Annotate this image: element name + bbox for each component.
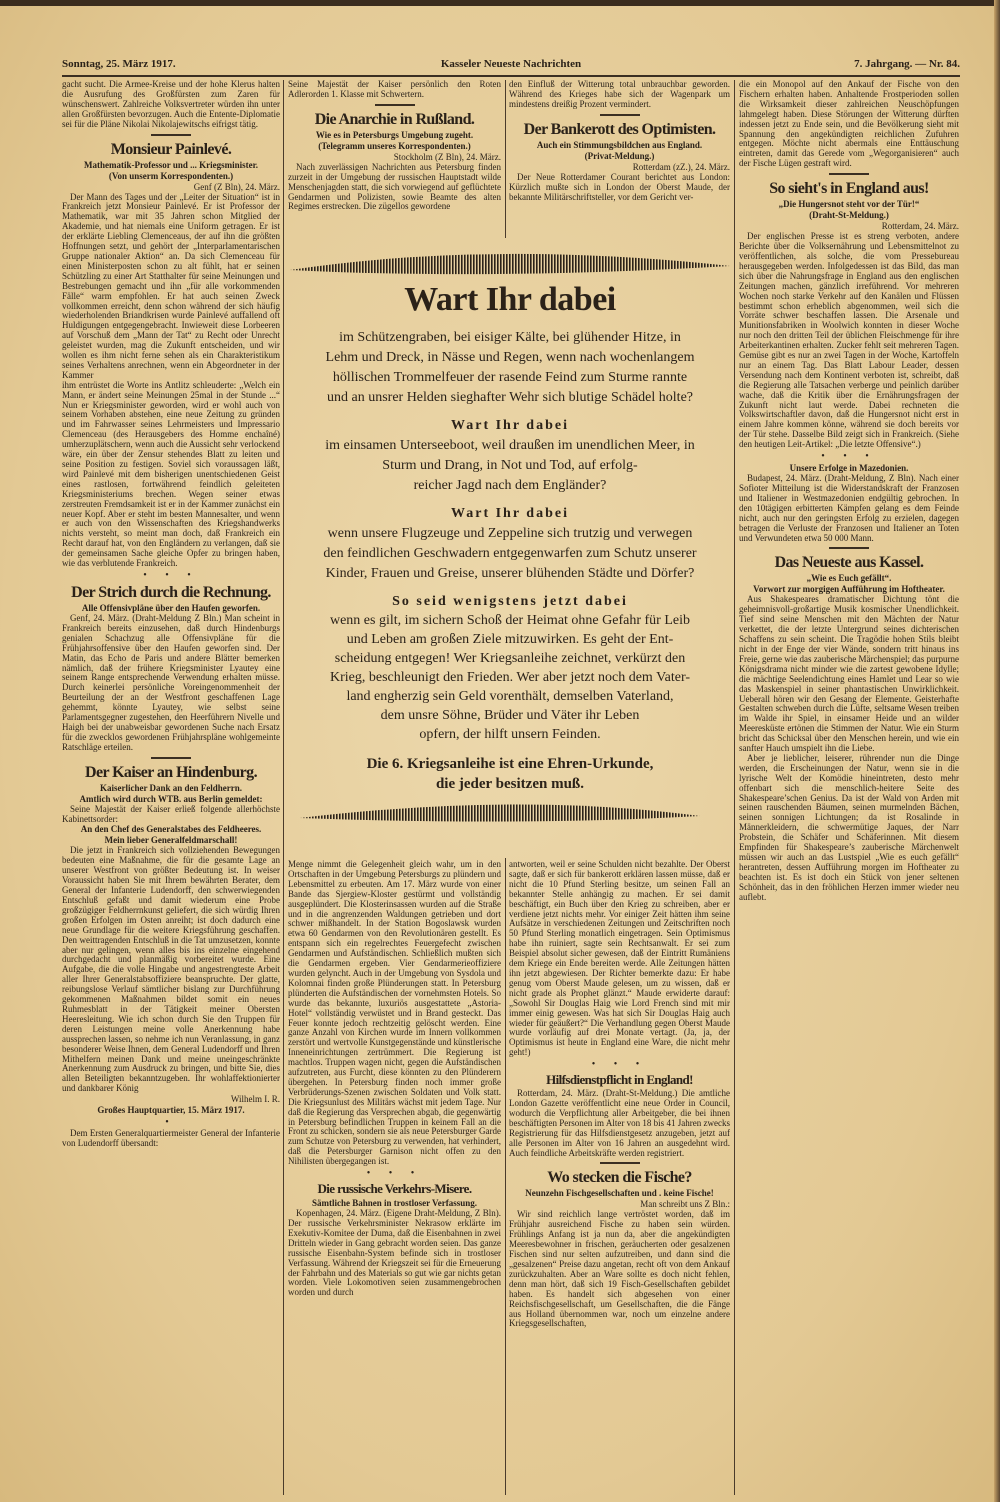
- ad-section-3: [288, 504, 732, 584]
- war-loan-advertisement: [288, 240, 732, 826]
- column-3-top: [509, 80, 730, 202]
- section-dots: • • •: [591, 1059, 648, 1071]
- article-paragraph: Seine Majestät der Kaiser persönlich den Roten Adlerorden 1. Klasse mit Schwertern.: [288, 79, 501, 99]
- masthead: [62, 58, 960, 74]
- article-paragraph: Der Mann des Tages und der „Leiter der Situation“ ist in Frankreich jetzt Monsieur Painlevé. Er ist Professor der Mathematik, war mit 35 Jahren schon Mitglied der Akademie, und hat niemals eine Uniform getragen. Er ist der erklärte Liebling Clemenceaus, der auf ihn die größten Hoffnungen setzt, und gehört der „Interparlamentarischen Gruppe nationaler Aktion“ an. Da sich Clemenceau für einen Ministerposten schon zu alt fühlt, hat er seinen Schützling zu einer Art Statthalter für seine Meinungen und Bestrebungen gemacht und ihn „für alle vorkommenden Fälle“ warm empfohlen. Er hat auch seinen Zweck vollkommen erreicht, denn schon während der sich häufig wiederholenden Briandkrisen wurde Painlevé auffallend oft Huldigungen entgegengebracht. Inwieweit diese Lorbeeren auf Vorschuß dem „Mann der Tat“ zu Recht oder Unrecht geleistet wurden, mag die Zukunft entscheiden, und wir wollen es ihm nicht ferne sehen als ein Charakteristikum seines Verhaltens anrechnen, wenn ein Abgeordneter in der Kammer: [62, 191, 280, 380]
- ad-line: Kinder, Frauen und Greise, unserer blühenden Städte und Dörfer?: [325, 566, 695, 581]
- article-headline: Hilfsdienstpflicht in England!: [546, 1072, 693, 1088]
- ad-line: Lehm und Dreck, in Nässe und Regen, wenn nach wochenlangem: [325, 350, 695, 365]
- newspaper-title: Kasseler Neueste Nachrichten: [440, 58, 582, 70]
- article-subheading: Kaiserlicher Dank an den Feldherrn.: [99, 782, 243, 793]
- article-subheading: Auch ein Stimmungsbildchen aus England.: [536, 139, 703, 150]
- page-top-edge: [0, 0, 1000, 6]
- article-subheading: Amtlich wird durch WTB. aus Berlin gemeldet:: [79, 793, 263, 804]
- column-3-bottom: [509, 860, 730, 1329]
- article-paragraph: den Einfluß der Witterung total unbrauchbar geworden. Während des Krieges habe sich der Wagenpark um mindestens dreißig Prozent vermindert.: [509, 79, 730, 109]
- article-subheading: „Die Hungersnot steht vor der Tür!“: [778, 199, 920, 210]
- article-paragraph: Die jetzt in Frankreich sich vollziehenden Bewegungen bedeuten eine Maßnahme, die für die gesamte Lage an unserer Westfront von größter Bedeutung ist. In weiser Voraussicht haben Sie mit Ihrem bewährten Berater, dem General der Infanterie Ludendorff, den schwerwiegenden Entschluß gefaßt und damit wiederum eine Probe großzügiger Feldherrnkunst geliefert, die sich würdig Ihren großen Erfolgen im Osten anreiht; ist doch dadurch eine neue Grundlage für die weitere Kriegsführung geschaffen. Den weittragenden Entschluß in die Tat umzusetzen, konnte aber nur gelingen, wenn alles bis ins einzelne eingehend durchgedacht und planmäßig vorbereitet wurde. Eine Aufgabe, die die volle Hingabe und angestrengteste Arbeit aller Ihrer Generalstabsoffiziere beanspruchte. Der glatte, reibungslose Verlauf sämtlicher bislang zur Durchführung gekommenen Maßnahmen bildet somit ein neues Ruhmesblatt in der Tätigkeit meiner Obersten Heeresleitung. Wie ich schon durch Sie den Truppen für deren Leistungen meine volle Anerkennung habe aussprechen lassen, so nehme ich nun Veranlassung, in ganz besonderer Weise Ihnen, dem General Ludendorff und Ihren Mithelfern meinen Dank und meine uneingeschränkte Anerkennung zum Ausdruck zu bringen, und bitte Sie, dies allen Beteiligten bekanntzugeben. Ihr wohlaffektionierter und dankbarer König: [62, 845, 280, 1094]
- article-paragraph: Seine Majestät der Kaiser erließ folgende allerhöchste Kabinettsorder:: [62, 803, 280, 824]
- article-paragraph: antworten, weil er seine Schulden nicht bezahlte. Der Oberst sagte, daß er sich für bankerott erklären lassen müsse, daß er nicht die 10 Pfund Sterling besitze, um seinen Fall an bekannter Stelle anhängig zu machen. Er sei damit beschäftigt, ein Buch über den Krieg zu schreiben, aber er verdiene jetzt nichts mehr. Vor einiger Zeit hätten ihm seine Aufsätze in verschiedenen Zeitungen und Zeitschriften noch 50 Pfund Sterling monatlich eingetragen. Sein Optimismus habe ihn ruiniert, sagte sein Rechtsanwalt. Er sei zum Beispiel absolut sicher gewesen, daß der Eintritt Rumäniens dem Kriege ein Ende bereiten werde. Alle Zeitungen hätten ihn jetzt abgewiesen. Der Richter bemerkte dazu: Er habe genug vom Oberst Maude gelesen, um zu wissen, daß er nicht grade als Prophet glänzt.“ Maude erwiderte darauf: „Sowohl Sir Douglas Haig wie Lord French sind mit mir immer einig gewesen. Was hat sich Sir Douglas Haig auch wieder für geäußert?“ Die Verhandlung gegen Oberst Maude wurde vorläufig auf drei Monate vertagt. (Ja, ja, der Optimismus ist heute in England eine Ware, die nicht mehr geht!): [509, 859, 730, 1058]
- issue-date: Sonntag, 25. März 1917.: [62, 58, 176, 70]
- article-subheading: Großes Hauptquartier, 15. März 1917.: [97, 1105, 245, 1116]
- article-subheading: (Telegramm unseres Korrespondenten.): [318, 140, 471, 151]
- article-paragraph: Budapest, 24. März. (Draht-Meldung, Z Bln). Nach einer Sofioter Mitteilung ist die Widerstandskraft der Franzosen und Italiener in Westmazedonien endgültig gebrochen. In den 10tägigen erbitterten Kämpfen gelang es dem Feinde nicht, auch nur den geringsten Erfolg zu erzielen, dagegen betragen die Verluste der Franzosen und Italiener an Toten und Verwundeten etwa 50 000 Mann.: [739, 473, 959, 543]
- column-rule: [505, 858, 506, 1495]
- column-rule: [505, 80, 506, 238]
- article-dateline: Man schreibt uns Z Bln.:: [640, 1199, 730, 1210]
- section-divider: [151, 134, 191, 136]
- article-subheading: (Draht-St-Meldung.): [809, 210, 889, 221]
- article-subheading: Sämtliche Bahnen in trostloser Verfassung.: [312, 1198, 477, 1209]
- article-headline: Der Strich durch die Rechnung.: [71, 583, 271, 601]
- ad-line: wenn unsere Flugzeuge und Zeppeline sich trutzig und verwegen: [327, 526, 693, 541]
- ad-footer-line: die jeder besitzen muß.: [435, 776, 585, 792]
- ad-section-4: [288, 592, 732, 744]
- section-divider: [600, 114, 640, 116]
- column-2-bottom: [288, 860, 501, 1298]
- article-subheading: „Wie es Euch gefällt“.: [806, 573, 892, 584]
- ornament-bottom: [300, 796, 720, 826]
- article-dateline: Stockholm (Z Bln), 24. März.: [393, 151, 501, 162]
- article-headline: Das Neueste aus Kassel.: [774, 554, 924, 572]
- ad-footer-line: Die 6. Kriegsanleihe ist eine Ehren-Urkunde,: [366, 756, 654, 772]
- article-dateline: Genf (Z Bln), 24. März.: [193, 181, 280, 192]
- ad-section-2: [288, 416, 732, 496]
- article-headline: Wo stecken die Fische?: [547, 1169, 692, 1187]
- ad-line: wenn es gilt, im sichern Schoß der Heimat ohne Gefahr für Leib: [329, 613, 690, 628]
- ad-title: Wart Ihr dabei: [404, 281, 616, 318]
- ad-line: im Schützengraben, bei eisiger Kälte, bei glühender Hitze, in: [339, 330, 681, 345]
- article-paragraph: Dem Ersten Generalquartiermeister General der Infanterie von Ludendorff übersandt:: [62, 1128, 280, 1149]
- issue-number: 7. Jahrgang. — Nr. 84.: [854, 58, 960, 70]
- article-headline: Der Bankerott des Optimisten.: [523, 120, 716, 138]
- article-subheading: Neunzehn Fischgesellschaften und . keine Fische!: [525, 1188, 714, 1199]
- article-subheading: Mein lieber Generalfeldmarschall!: [104, 835, 238, 846]
- ad-line: dem unsre Söhne, Brüder und Väter ihr Leben: [380, 708, 640, 723]
- article-paragraph: Rotterdam, 24. März. (Draht-St-Meldung.) Die amtliche London Gazette veröffentlicht eine neue Order in Council, wodurch die Verpflichtung aller Arbeitgeber, die bei ihnen beschäftigten Personen im Alter von 18 bis 41 Jahren zwecks Registrierung für das Hilfsdienstgesetz anzugeben, jetzt auf alle Personen im Alter von 16 Jahren an ausgedehnt wird. Auch feindliche Arbeitskräfte werden registriert.: [509, 1088, 730, 1158]
- article-headline: Monsieur Painlevé.: [110, 140, 232, 158]
- column-2-top: [288, 80, 501, 212]
- article-paragraph: gacht sucht. Die Armee-Kreise und der hohe Klerus halten die Ausrufung des Großfürsten zum Zaren für wünschenswert. Zahlreiche Volksvertreter würden ihn unter allen Großfürsten bevorzugen. Auch die Entente-Diplomatie sei für die Pläne Nikolai Nikolajewitschs eifrigst tätig.: [62, 79, 280, 129]
- article-subheading: Wie es in Petersburgs Umgebung zugeht.: [315, 129, 474, 140]
- section-divider: [375, 104, 415, 106]
- page-right-edge: [994, 0, 1000, 1502]
- article-dateline: Rotterdam (zZ.), 24. März.: [632, 161, 730, 172]
- column-rule: [734, 80, 735, 1495]
- section-dots: • • •: [143, 569, 199, 581]
- article-subheading: Mathematik-Professor und ... Kriegsminister.: [83, 159, 259, 170]
- article-paragraph: Der englischen Presse ist es streng verboten, andere Berichte über die Volksernährung und Lebensmittelnot zu veröffentlichen, als solche, die vom Pressebureau herausgegeben werden. Infolgedessen ist das Bild, das man sich über die Nahrungsfrage in England aus den englischen Zeitungen machen, gänzlich irreführend. Vor mehreren Wochen noch starke Verkehr auf den Kanälen und Flüssen bestimmt schon erheblich abgenommen, weil sich die Vorräte schwer beschaffen lassen. Die Arsenale und Munitionsfabriken in Woolwich konnten in dieser Woche nur noch den dritten Teil der üblichen Fleischmenge für ihre Arbeiterkantinen erhalten. Zucker fehlt seit mehreren Tagen. Gemüse gibt es nur an zwei Tagen in der Woche, Kartoffeln nur an einem Tag. Das Blatt Labour Leader, dessen Versendung nach dem Kontinent verboten ist, schreibt, daß die Regierung alle Tatsachen verberge und peinlich darüber wache, daß die Kritik über die Ernährungsfragen der Zukunft nicht laut werde. Dabei rechneten die Volkswirtschaftler davon, daß die Hungersnot nicht erst in einem Jahre kommen könne, während sie doch bereits vor der Tür stehe. Dasselbe Bild zeigt sich in Frankreich. (Siehe den heutigen Leit-Artikel: „Die letzte Offensive“.): [739, 231, 959, 450]
- ad-line: höllischen Trommelfeuer der rasende Feind zum Sturme rannte: [332, 370, 688, 385]
- section-divider: [600, 1162, 640, 1164]
- article-subheading: Alle Offensivpläne über den Haufen geworfen.: [81, 602, 261, 613]
- article-paragraph: Aber je lieblicher, leiserer, rührender nun die Dinge werden, die Erscheinungen der Natur, wenn sie in die lyrische Welt der Komödie hineintreten, desto mehr offenbart sich die menschlich-heitere Seite des Shakespeare’schen Genius. Da ist der Wald von Arden mit seinen rauschenden Bäumen, seinen murmelnden Bächen, seinen sonnigen Lichtungen; da ist Rosalinde in Männerkleidern, die schwermütige Jaques, der Narr Probstein, die Schäfer und Schäferinnen. Mit diesem Empfinden für Shakespeare’s zauberische Märchenwelt müssen wir auch an das Lustspiel „Wie es euch gefällt“ herantreten, dessen Aufführung morgen im Hoftheater zu beachten ist. Es ist doch ein Stück von jener seltenen Schönheit, das in den fröhlichen Herzen immer wieder neu auflebt.: [739, 752, 959, 902]
- section-divider: [151, 757, 191, 759]
- article-subheading: An den Chef des Generalstabes des Feldheeres.: [80, 824, 262, 835]
- article-subheading: (Von unserm Korrespondenten.): [108, 170, 234, 181]
- article-paragraph: die ein Monopol auf den Ankauf der Fische von den Fischern erhalten haben. Anhaltende Frostperioden sollen die Wirksamkeit dieser zahlreichen Neuschöpfungen lahmgelegt haben. Diese Störungen der Witterung dürften indessen jetzt zu Ende sein, und die Bevölkerung sieht mit Spannung den angekündigten reichlichen Zufuhren entgegen. Möchte nicht abermals eine Enttäuschung eintreten, damit das Gerede vom „Wegorganisieren“ auch der Fische Lügen gestraft wird.: [739, 79, 959, 169]
- article-paragraph: Nach zuverlässigen Nachrichten aus Petersburg finden zurzeit in der Umgebung der russischen Hauptstadt wilde Menschenjagden statt, die sich vorwiegend auf geflüchtete Gendarmen und Polizisten, sowie Beamte des alten Regimes erstrecken. Die zügellos gewordene: [288, 161, 501, 212]
- masthead-rule: [62, 75, 960, 77]
- article-subheading: Unsere Erfolge in Mazedonien.: [789, 463, 909, 474]
- ornament-top: [290, 246, 730, 280]
- section-dots: • • •: [821, 451, 877, 463]
- ad-line: den feindlichen Geschwadern entgegenwarfen zum Schutz unserer: [323, 546, 697, 561]
- ad-line: reicher Jagd nach dem Engländer?: [413, 478, 607, 493]
- ad-line: Sturm und Drang, in Not und Tod, auf erfolg-: [382, 458, 638, 473]
- ad-kicker: So seid wenigstens jetzt dabei: [392, 594, 628, 609]
- article-dateline: Rotterdam, 24. März.: [881, 221, 959, 232]
- ad-line: und an unsrer Helden sieghafter Wehr sich blutige Schädel holte?: [327, 390, 693, 405]
- column-rule: [283, 80, 284, 1495]
- article-headline: Die russische Verkehrs-Misere.: [317, 1181, 472, 1197]
- ad-line: im einsamen Unterseeboot, weil draußen im unendlichen Meer, in: [325, 438, 695, 453]
- article-dateline: Wilhelm I. R.: [230, 1094, 280, 1105]
- article-paragraph: Kopenhagen, 24. März. (Eigene Draht-Meldung, Z Bln). Der russische Verkehrsminister Nekrasow erklärte im Exekutiv-Komitee der Duma, daß die Eisenbahnen in zwei Dritteln wieder in Gang gebracht worden seien. Das ganze russische Eisenbahn-System befinde sich in trostloser Verfassung. Während der Kriegszeit sei für die Erneuerung der Fahrbahn und des Materials so gut wie gar nichts getan worden. Viele Lokomotiven seien zusammengebrochen worden und durch: [288, 1208, 501, 1298]
- article-headline: Die Anarchie in Rußland.: [314, 110, 475, 128]
- column-4: [739, 80, 959, 903]
- ad-kicker: Wart Ihr dabei: [451, 506, 569, 521]
- ad-line: opfern, der hilft unsern Feinden.: [419, 727, 601, 742]
- section-divider: [829, 173, 869, 175]
- ad-line: scheidung entgegen! Wer Kriegsanleihe zeichnet, verkürzt den: [334, 651, 686, 666]
- article-paragraph: Wir sind reichlich lange vertröstet worden, daß im Frühjahr ausreichend Fische zu haben sein würden. Frühlings Anfang ist ja nun da, aber die angekündigten Meeresbewohner in frischen, geräucherten oder gesalzenen Fischen sind nur selten aufzutreiben, und dann sind die „gesalzenen“ Preise dazu angetan, recht oft von dem Ankauf zurückzuhalten. Aber an Ware sollte es doch nicht fehlen, denn man hört, daß sich 19 Fisch-Gesellschaften gebildet haben. Es handelt sich abgesehen von einer Reichsfischgesellschaft, um Gesellschaften, die die Fänge aus Holland übernommen war, noch um einzelne andere Kriegsgesellschaften,: [509, 1209, 730, 1329]
- ad-line: und Leben am großen Ziele mitzuwirken. Es geht der Ent-: [346, 632, 674, 647]
- ad-section-1: [288, 328, 732, 408]
- ad-line: Krieg, beschleunigt den Frieden. Wer aber jetzt noch dem Vater-: [329, 670, 690, 685]
- article-headline: So sieht's in England aus!: [769, 180, 929, 198]
- article-paragraph: Menge nimmt die Gelegenheit gleich wahr, um in den Ortschaften in der Umgebung Petersburgs zu plündern und Lebensmittel zu erbeuten. Am 17. März wurde von einer Bande das Sjergiew-Kloster gestürmt und vollständig ausgeplündert. Die Klosterinsassen wurden auf die Straße und in die angrenzenden Waldungen getrieben und dort schwer mißhandelt. In der Station Bogoslawsk wurden etwa 60 Gendarmen von den Revolutionären gestellt. Es entspann sich ein regelrechtes Feuergefecht zwischen Gendarmen und Aufständischen. Schließlich mußten sich die Gendarmen ergeben. Vier Gendarmerieoffiziere wurden gelyncht. Auch in der Umgebung von Sysdola und Kolomnai finden große Plünderungen statt. In Petersburg plünderten die Aufständischen der vornehmsten Hotels. So wurde das bekannte, luxuriös ausgestattete „Astoria-Hotel“ vollständig verwüstet und in Brand gesteckt. Das Feuer konnte jedoch rechtzeitig gelöscht werden. Eine ganze Anzahl von Kirchen wurde im Innern vollkommen zerstört und wertvolle Kunstgegenstände und künstlerische Inneneinrichtungen zertrümmert. Die Regierung ist machtlos. Truppen wagen nicht, gegen die Aufständischen aufzutreten, aus Furcht, diese könnten zu den Plünderern übergehen. In Petersburg finden noch immer große Verbrüderungs-Szenen zwischen Soldaten und Volk statt. Die Kriegsunlust des Militärs wächst mit jedem Tage. Nur daß die Regierung das Versprechen abgab, die gegenwärtig in Petersburg befindlichen Truppen in keinem Fall an die Front zu schicken, sondern sie als neue Petersburger Garde zum Schutze von Petersburg zu verwenden, hat verhindert, daß die Petersburger Garnison nicht offen zu den Nihilisten übergegangen ist.: [288, 859, 501, 1167]
- section-divider: [829, 547, 869, 549]
- article-subheading: Vorwort zur morgigen Aufführung im Hoftheater.: [753, 584, 945, 595]
- article-paragraph: ihm entrüstet die Worte ins Antlitz schleuderte: „Welch ein Mann, er ändert seine Meinungen 25mal in der Stunde ...“ Nun er Kriegsminister geworden, wird er wohl auch von seinem Vorhaben abstehen, eine neue Zeitung zu gründen und im Fahrwasser seines Lehrmeisters und Impressario Clemenceau (des Herausgebers des Homme enchaîné) umherzuplätschern, wenn auch die Aussicht sehr verlockend wäre, ein über der Zensur stehendes Blatt zu leiten und seine Position zu festigen. Soviel sich voraussagen läßt, wird Painlevé mit dem bisherigen unentschiedenen Geist eines rastlosen, fortwährend feindlich geleiteten Kriegsministeriums brechen. Wegen seiner etwas zerstreuten Fremdsamkeit ist er in der Kammer zunächst ein neuer Kopf. Aber er steht im besten Mannesalter, und wenn er auch von den Wissenschaften des Kriegshandwerks nichts versteht, so meint man doch, daß Frankreich ein Recht darauf hat, von den Engländern zu verlangen, daß sie der gemeinsamen Sache gleiche Opfer zu bringen haben, wie das verblutende Frankreich.: [62, 379, 280, 569]
- column-1: [62, 80, 280, 1149]
- article-paragraph: Aus Shakespeares dramatischer Dichtung tönt die geheimnisvoll-großartige Musik kosmischer Unendlichkeit. Tief sind seine Menschen mit den Mächten der Natur verkettet, die der letzte Untergrund seines dichterischen Schaffens zu sein scheint. Die Tragödie hohen Stils bleibt nicht in der Enge der vier Wände, sondern tritt hinaus ins Freie, gerne wie das zauberische Märchenspiel; das purpurne Königsdrama nicht minder wie die zartest gewobene Idylle; die mächtige Seelendichtung eines Hamlet und Lear so wie das Maskenspiel in seiner phantastischen Unwirklichkeit. Ueberall hören wir den Gesang der Elemente. Geisterhafte Gestalten schweben durch die Lüfte, seltsame Wesen treiben im Walde ihr Spiel, in einsamer Heide und an wilder Meeresküste ertönen die Stimmen der Natur. Wie ein Sturm bricht das Schicksal über den Menschen herein, und wie ein sanfter Hauch umspielt ihn die Liebe.: [739, 594, 959, 754]
- ad-footer: [288, 754, 732, 794]
- article-paragraph: Genf, 24. März. (Draht-Meldung Z Bln.) Man scheint in Frankreich bereits einzusehen, daß durch Hindenburgs genialen Schachzug alle Offensivpläne für die Frühjahrsoffensive über den Haufen geworfen sind. Der Matin, das Echo de Paris und andere Blätter bemerken nämlich, daß der frühere Kriegsminister Lyautey eine seinem Range entsprechende Verwendung erhalten müsse. Durch keinerlei persönliche Voreingenommenheit der Beurteilung der an der Westfront geschaffenen Lage gehemmt, könnte Lyautey, wie selbst seine Parlamentsgegner zugestehen, den Heerführern Nivelle und Haigh bei der unabweisbar gewordenen Suche nach Ersatz für die zwecklos gewordenen Frühjahrspläne wohlgemeinte Ratschläge erteilen.: [62, 612, 280, 752]
- article-paragraph: Der Neue Rotterdamer Courant berichtet aus London: Kürzlich mußte sich in London der Oberst Maude, der bekannte Militärschriftsteller, vor dem Gericht ver-: [509, 171, 730, 202]
- section-dots: • • •: [366, 1168, 423, 1180]
- article-subheading: (Privat-Meldung.): [584, 150, 655, 161]
- section-dots: •: [165, 1117, 177, 1129]
- ad-line: land engherzig sein Geld vorenthält, demselben Vaterland,: [346, 689, 674, 704]
- article-headline: Der Kaiser an Hindenburg.: [85, 763, 257, 781]
- ad-kicker: Wart Ihr dabei: [451, 418, 569, 433]
